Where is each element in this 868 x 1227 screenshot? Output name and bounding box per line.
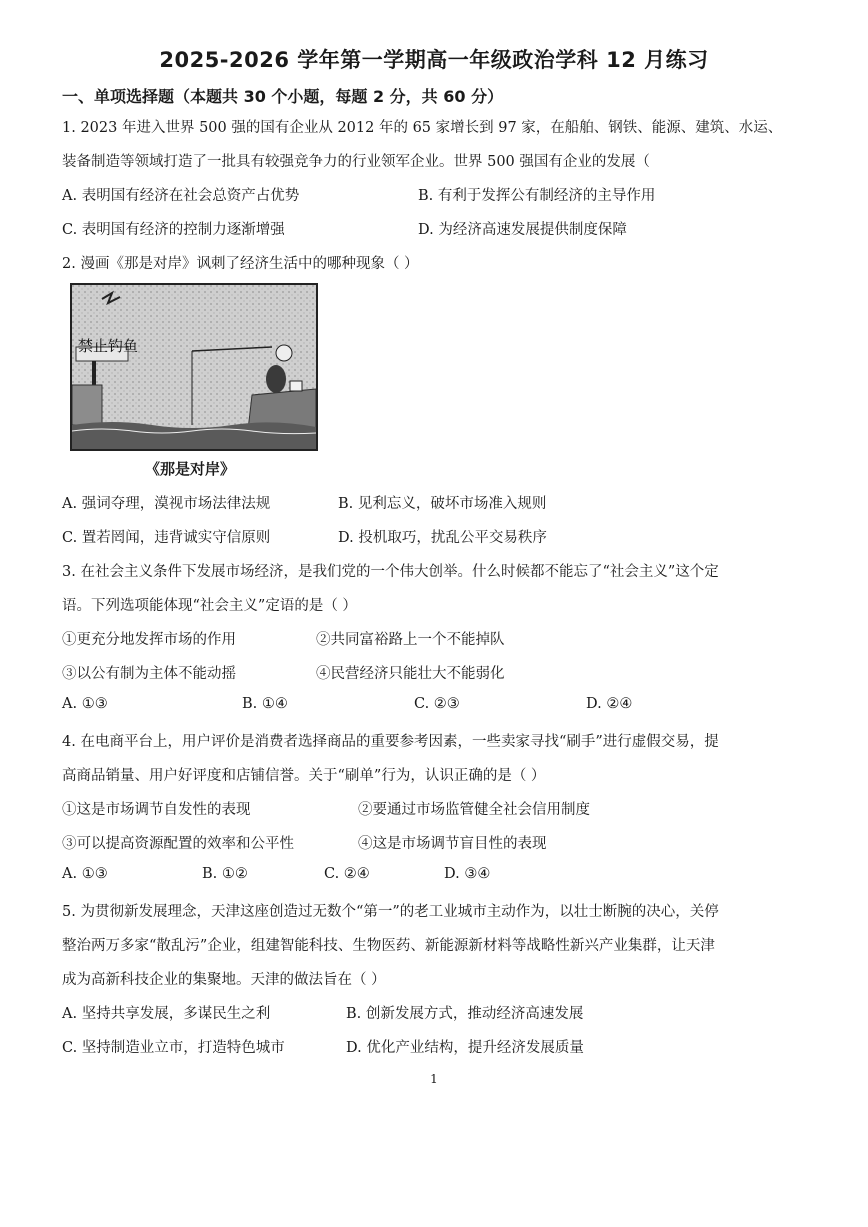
q3-item-2: ②共同富裕路上一个不能掉队	[316, 632, 505, 648]
section-heading: 一、单项选择题（本题共 30 个小题，每题 2 分，共 60 分）	[62, 87, 504, 106]
q1-stem-line1: 1. 2023 年进入世界 500 强的国有企业从 2012 年的 65 家增长到 97 家，在船舶、钢铁、能源、建筑、水运、	[62, 120, 783, 136]
q3-option-d: D. ②④	[586, 696, 633, 712]
q2-option-c: C. 置若罔闻，违背诚实守信原则	[62, 530, 271, 546]
q3-option-b: B. ①④	[242, 696, 288, 712]
q4-option-b: B. ①②	[202, 866, 248, 882]
q5-option-b: B. 创新发展方式，推动经济高速发展	[346, 1006, 584, 1022]
cartoon-caption: 《那是对岸》	[145, 460, 236, 478]
cartoon-image	[70, 283, 318, 451]
q4-item-3: ③可以提高资源配置的效率和公平性	[62, 836, 294, 852]
q1-option-b: B. 有利于发挥公有制经济的主导作用	[418, 188, 656, 204]
q5-option-d: D. 优化产业结构，提升经济发展质量	[346, 1040, 584, 1056]
q3-stem-line1: 3. 在社会主义条件下发展市场经济，是我们党的一个伟大创举。什么时候都不能忘了“社会主义”这个定	[62, 564, 719, 580]
q3-option-a: A. ①③	[62, 696, 108, 712]
page-title: 2025-2026 学年第一学期高一年级政治学科 12 月练习	[159, 48, 709, 72]
q5-stem-line3: 成为高新科技企业的集聚地。天津的做法旨在（ ）	[62, 972, 386, 988]
q5-option-a: A. 坚持共享发展，多谋民生之利	[62, 1006, 271, 1022]
page-number: 1	[430, 1072, 438, 1086]
q3-item-1: ①更充分地发挥市场的作用	[62, 632, 236, 648]
q1-option-d: D. 为经济高速发展提供制度保障	[418, 222, 627, 238]
q3-stem-line2: 语。下列选项能体现“社会主义”定语的是（ ）	[62, 598, 357, 614]
q4-option-a: A. ①③	[62, 866, 108, 882]
q1-option-c: C. 表明国有经济的控制力逐渐增强	[62, 222, 285, 238]
q2-stem: 2. 漫画《那是对岸》讽刺了经济生活中的哪种现象（ ）	[62, 256, 419, 272]
q4-item-2: ②要通过市场监管健全社会信用制度	[358, 802, 590, 818]
q1-stem-line2: 装备制造等领域打造了一批具有较强竞争力的行业领军企业。世界 500 强国有企业的发展（	[62, 154, 650, 170]
q5-stem-line1: 5. 为贯彻新发展理念，天津这座创造过无数个“第一”的老工业城市主动作为，以壮士断腕的决心，关停	[62, 904, 719, 920]
q4-option-d: D. ③④	[444, 866, 491, 882]
q4-stem-line1: 4. 在电商平台上，用户评价是消费者选择商品的重要参考因素，一些卖家寻找“刷手”进行虚假交易，提	[62, 734, 719, 750]
cartoon-sign-text: 禁止钓鱼	[78, 337, 139, 355]
q4-stem-line2: 高商品销量、用户好评度和店铺信誉。关于“刷单”行为，认识正确的是（ ）	[62, 768, 546, 784]
q2-option-b: B. 见利忘义，破坏市场准入规则	[338, 496, 547, 512]
cartoon-illustration	[72, 285, 316, 449]
q2-option-d: D. 投机取巧，扰乱公平交易秩序	[338, 530, 547, 546]
q2-option-a: A. 强词夺理，漠视市场法律法规	[62, 496, 271, 512]
q3-option-c: C. ②③	[414, 696, 460, 712]
q5-option-c: C. 坚持制造业立市，打造特色城市	[62, 1040, 285, 1056]
q4-item-1: ①这是市场调节自发性的表现	[62, 802, 251, 818]
q4-item-4: ④这是市场调节盲目性的表现	[358, 836, 547, 852]
q5-stem-line2: 整治两万多家“散乱污”企业，组建智能科技、生物医药、新能源新材料等战略性新兴产业集群，让天津	[62, 938, 715, 954]
q1-option-a: A. 表明国有经济在社会总资产占优势	[62, 188, 300, 204]
q4-option-c: C. ②④	[324, 866, 370, 882]
q3-item-4: ④民营经济只能壮大不能弱化	[316, 666, 505, 682]
q3-item-3: ③以公有制为主体不能动摇	[62, 666, 236, 682]
